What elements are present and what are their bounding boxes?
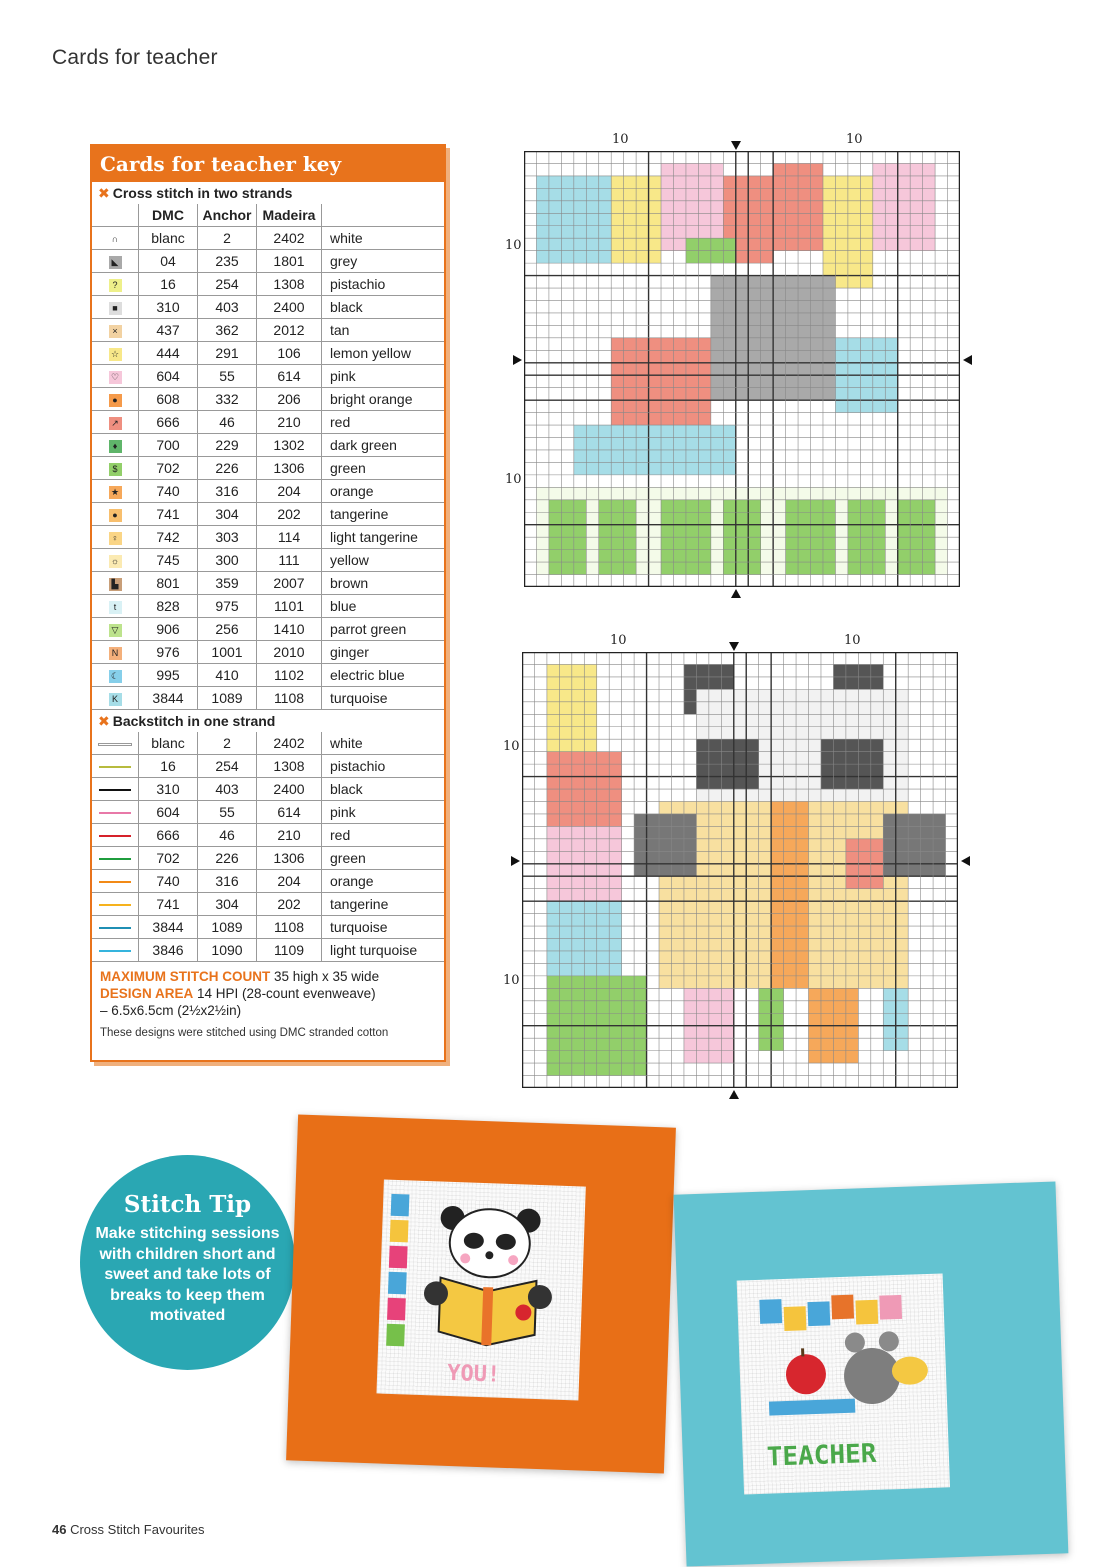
key-row: N 976 1001 2010 ginger [92, 641, 444, 664]
thread-symbol-icon: ● [109, 509, 122, 522]
backstitch-table [92, 732, 444, 962]
panda-stitched-image [376, 1180, 585, 1401]
mouse-stitched-image [737, 1273, 950, 1494]
chart-grid-1 [524, 151, 960, 587]
thread-symbol-icon: ☼ [109, 555, 122, 568]
thread-symbol-icon: ◣ [109, 256, 122, 269]
stitch-count: MAXIMUM STITCH COUNT 35 high x 35 wide DESIGN AREA 14 HPI (28-count evenweave) – 6.5x6.5cm (2½x2½in) [100, 969, 380, 1018]
cross-icon: ✖ [98, 713, 110, 729]
blue-card-photo [674, 1181, 1069, 1566]
thread-symbol-icon: ☆ [109, 348, 122, 361]
thread-symbol-icon: × [109, 325, 122, 338]
key-row: × 437 362 2012 tan [92, 319, 444, 342]
key-row: ♀ 742 303 114 light tangerine [92, 526, 444, 549]
key-row: ◣ 04 235 1801 grey [92, 250, 444, 273]
thread-symbol-icon: N [109, 647, 122, 660]
backstitch-line-icon [99, 766, 131, 768]
key-row: ▙ 801 359 2007 brown [92, 572, 444, 595]
col-dmc: DMC [139, 204, 198, 227]
chart2-center-arrow-right [961, 856, 970, 866]
thread-symbol-icon: ↗ [109, 417, 122, 430]
thread-symbol-icon: ? [109, 279, 122, 292]
chart1-top-label-left: 10 [612, 132, 629, 147]
backstitch-row: 740 316 204 orange [92, 870, 444, 893]
backstitch-line-icon [99, 789, 131, 791]
orange-card-photo [286, 1115, 676, 1474]
key-panel [90, 144, 446, 1062]
key-row: ? 16 254 1308 pistachio [92, 273, 444, 296]
key-row: ↗ 666 46 210 red [92, 411, 444, 434]
backstitch-row: 3846 1090 1109 light turquoise [92, 939, 444, 962]
stitch-tip-title: Stitch Tip [123, 1191, 252, 1218]
col-madeira: Madeira [257, 204, 322, 227]
backstitch-line-icon [98, 743, 132, 746]
thread-symbol-icon: ▙ [109, 578, 122, 591]
backstitch-row: 741 304 202 tangerine [92, 893, 444, 916]
key-row: t 828 975 1101 blue [92, 595, 444, 618]
chart1-center-arrow-top [731, 141, 741, 150]
chart2-side-label-top: 10 [503, 739, 520, 754]
key-row: ● 608 332 206 bright orange [92, 388, 444, 411]
chart1-side-label-bottom: 10 [505, 472, 522, 487]
key-row: $ 702 226 1306 green [92, 457, 444, 480]
chart2-center-arrow-left [511, 856, 520, 866]
backstitch-row: 666 46 210 red [92, 824, 444, 847]
thread-symbol-icon: ☾ [109, 670, 122, 683]
chart2-center-arrow-bottom [729, 1090, 739, 1099]
chart1-top-label-right: 10 [846, 132, 863, 147]
backstitch-line-icon [99, 950, 131, 952]
key-row: ☆ 444 291 106 lemon yellow [92, 342, 444, 365]
panda-stitched-aida [376, 1180, 585, 1401]
key-row: ∩ blanc 2 2402 white [92, 227, 444, 250]
thread-symbol-icon: ♀ [109, 532, 122, 545]
cross-stitch-heading: ✖ Cross stitch in two strands [98, 185, 293, 201]
chart1-center-arrow-left [513, 355, 522, 365]
backstitch-row: 16 254 1308 pistachio [92, 755, 444, 778]
backstitch-row: 310 403 2400 black [92, 778, 444, 801]
svg-text:TEACHER: TEACHER [766, 1438, 877, 1473]
cross-icon: ✖ [98, 185, 110, 201]
backstitch-line-icon [99, 835, 131, 837]
backstitch-line-icon [99, 812, 131, 814]
backstitch-line-icon [99, 858, 131, 860]
key-row: ☼ 745 300 111 yellow [92, 549, 444, 572]
key-row: ● 741 304 202 tangerine [92, 503, 444, 526]
backstitch-row: 702 226 1306 green [92, 847, 444, 870]
backstitch-row: blanc 2 2402 white [92, 732, 444, 755]
key-header-row [92, 204, 444, 227]
thread-symbol-icon: ▽ [109, 624, 122, 637]
page-number: 46 [52, 1522, 67, 1537]
chart1-center-arrow-bottom [731, 589, 741, 598]
magazine-title: Cross Stitch Favourites [70, 1522, 205, 1537]
section-title: Cards for teacher [52, 46, 218, 69]
chart1-side-label-top: 10 [505, 238, 522, 253]
backstitch-heading: ✖ Backstitch in one strand [98, 713, 276, 729]
thread-symbol-icon: $ [109, 463, 122, 476]
key-row: ▽ 906 256 1410 parrot green [92, 618, 444, 641]
cross-stitch-table [92, 204, 444, 710]
chart2-side-label-bottom: 10 [503, 973, 520, 988]
stitch-tip-bubble [80, 1155, 295, 1370]
thread-symbol-icon: K [109, 693, 122, 706]
backstitch-row: 604 55 614 pink [92, 801, 444, 824]
thread-symbol-icon: ★ [109, 486, 122, 499]
mouse-stitched-aida [737, 1273, 950, 1494]
stitch-tip-body: Make stitching sessions with children short and sweet and take lots of breaks to keep them motivated [95, 1225, 280, 1324]
chart1-center-arrow-right [963, 355, 972, 365]
col-anchor: Anchor [198, 204, 257, 227]
chart-thank-you-panda [522, 652, 958, 1088]
thread-symbol-icon: t [109, 601, 122, 614]
page-footer [52, 1522, 204, 1537]
chart2-top-label-right: 10 [844, 633, 861, 648]
key-row: ♡ 604 55 614 pink [92, 365, 444, 388]
key-row: ♦ 700 229 1302 dark green [92, 434, 444, 457]
backstitch-line-icon [99, 904, 131, 906]
thread-symbol-icon: ∩ [109, 233, 122, 246]
key-row: ■ 310 403 2400 black [92, 296, 444, 319]
svg-text:YOU!: YOU! [446, 1360, 501, 1388]
key-row: ★ 740 316 204 orange [92, 480, 444, 503]
stitched-note: These designs were stitched using DMC stranded cotton [100, 1027, 389, 1039]
thread-symbol-icon: ■ [109, 302, 122, 315]
key-title: Cards for teacher key [92, 146, 444, 182]
chart2-center-arrow-top [729, 642, 739, 651]
thread-symbol-icon: ♡ [109, 371, 122, 384]
backstitch-line-icon [99, 881, 131, 883]
key-row: K 3844 1089 1108 turquoise [92, 687, 444, 710]
backstitch-row: 3844 1089 1108 turquoise [92, 916, 444, 939]
chart-grid-2 [522, 652, 958, 1088]
thread-symbol-icon: ● [109, 394, 122, 407]
key-row: ☾ 995 410 1102 electric blue [92, 664, 444, 687]
backstitch-line-icon [99, 927, 131, 929]
chart2-top-label-left: 10 [610, 633, 627, 648]
chart-thanks-teacher [524, 151, 960, 587]
thread-symbol-icon: ♦ [109, 440, 122, 453]
